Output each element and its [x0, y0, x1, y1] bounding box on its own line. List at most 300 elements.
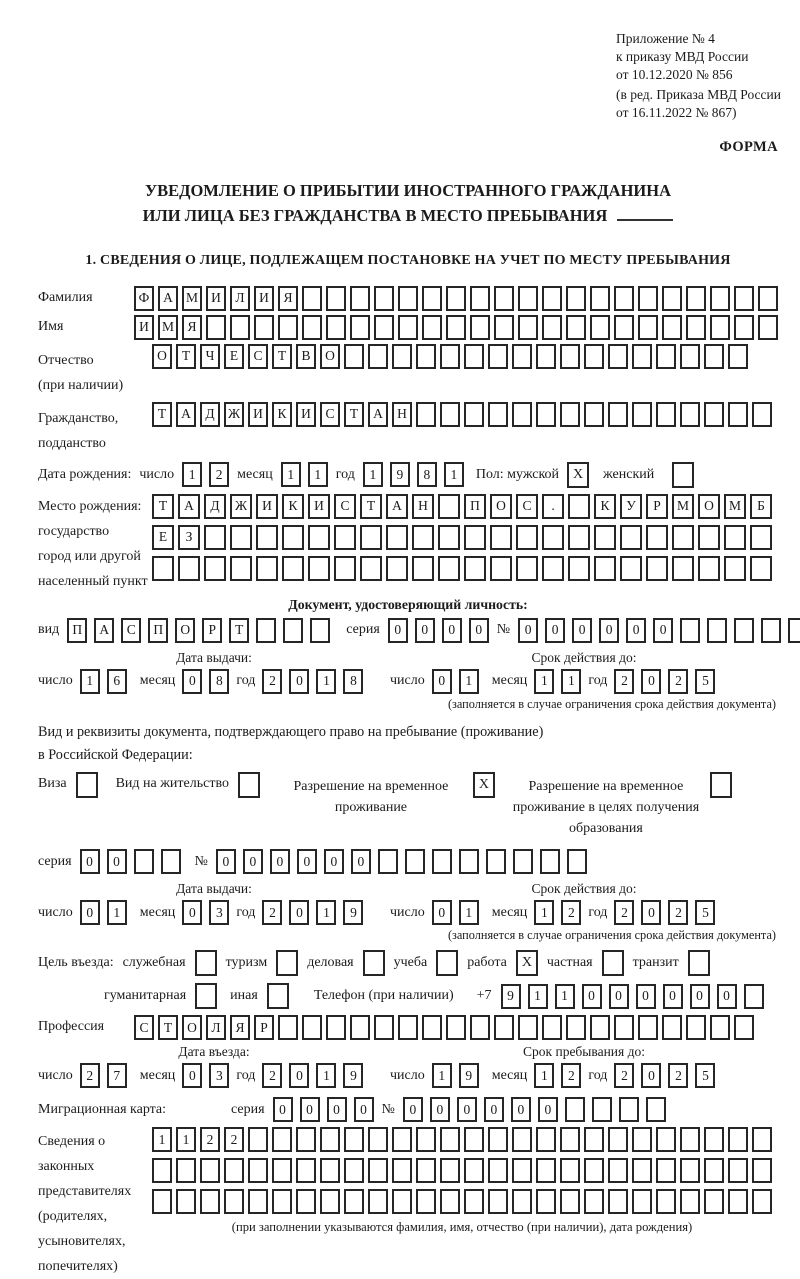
char-cell[interactable]	[360, 556, 382, 581]
char-cell[interactable]	[542, 525, 564, 550]
char-cell[interactable]	[566, 1015, 586, 1040]
char-cell[interactable]: 0	[297, 849, 317, 874]
char-cell[interactable]: 2	[561, 1063, 581, 1088]
char-cell[interactable]	[360, 525, 382, 550]
char-cell[interactable]	[368, 1127, 388, 1152]
char-cell[interactable]: 2	[614, 1063, 634, 1088]
char-cell[interactable]: 0	[518, 618, 538, 643]
char-cell[interactable]	[560, 402, 580, 427]
char-cell[interactable]: Т	[158, 1015, 178, 1040]
char-cell[interactable]: Ф	[134, 286, 154, 311]
char-cell[interactable]	[704, 344, 724, 369]
char-cell[interactable]: 2	[224, 1127, 244, 1152]
char-cell[interactable]	[368, 344, 388, 369]
char-cell[interactable]: А	[368, 402, 388, 427]
char-cell[interactable]	[176, 1158, 196, 1183]
char-cell[interactable]: 0	[663, 984, 683, 1009]
char-cell[interactable]	[488, 1127, 508, 1152]
char-cell[interactable]	[278, 315, 298, 340]
char-cell[interactable]	[344, 1189, 364, 1214]
char-cell[interactable]	[686, 315, 706, 340]
char-cell[interactable]	[758, 286, 778, 311]
char-cell[interactable]	[200, 1158, 220, 1183]
char-cell[interactable]	[516, 556, 538, 581]
char-cell[interactable]	[368, 1189, 388, 1214]
char-cell[interactable]: 1	[316, 900, 336, 925]
char-cell[interactable]	[230, 315, 250, 340]
char-cell[interactable]: 2	[668, 900, 688, 925]
char-cell[interactable]	[568, 525, 590, 550]
char-cell[interactable]	[488, 1158, 508, 1183]
char-cell[interactable]	[710, 286, 730, 311]
char-cell[interactable]	[728, 1189, 748, 1214]
char-cell[interactable]	[680, 1127, 700, 1152]
char-cell[interactable]: 0	[327, 1097, 347, 1122]
char-cell[interactable]	[272, 1189, 292, 1214]
char-cell[interactable]: 9	[343, 1063, 363, 1088]
char-cell[interactable]	[248, 1127, 268, 1152]
char-cell[interactable]	[536, 1158, 556, 1183]
char-cell[interactable]	[584, 344, 604, 369]
char-cell[interactable]	[152, 1158, 172, 1183]
char-cell[interactable]	[752, 402, 772, 427]
char-cell[interactable]	[488, 1189, 508, 1214]
char-cell[interactable]: 2	[561, 900, 581, 925]
char-cell[interactable]: С	[121, 618, 141, 643]
char-cell[interactable]	[608, 1127, 628, 1152]
char-cell[interactable]	[368, 1158, 388, 1183]
char-cell[interactable]: Д	[200, 402, 220, 427]
char-cell[interactable]	[656, 1127, 676, 1152]
char-cell[interactable]	[224, 1189, 244, 1214]
option-visa-checkbox[interactable]	[76, 772, 98, 798]
char-cell[interactable]: 0	[80, 900, 100, 925]
char-cell[interactable]	[638, 315, 658, 340]
char-cell[interactable]: С	[248, 344, 268, 369]
char-cell[interactable]: 1	[281, 462, 301, 487]
char-cell[interactable]	[698, 525, 720, 550]
char-cell[interactable]: 8	[209, 669, 229, 694]
char-cell[interactable]	[536, 402, 556, 427]
purpose-humanitarian-checkbox[interactable]	[195, 983, 217, 1009]
option-residence-permit-checkbox[interactable]	[238, 772, 260, 798]
char-cell[interactable]: 2	[668, 669, 688, 694]
purpose-official-checkbox[interactable]	[195, 950, 217, 976]
char-cell[interactable]	[374, 286, 394, 311]
char-cell[interactable]: 1	[107, 900, 127, 925]
char-cell[interactable]	[758, 315, 778, 340]
char-cell[interactable]	[490, 525, 512, 550]
char-cell[interactable]: 5	[695, 1063, 715, 1088]
char-cell[interactable]	[590, 1015, 610, 1040]
char-cell[interactable]	[734, 286, 754, 311]
char-cell[interactable]	[416, 1127, 436, 1152]
char-cell[interactable]: 0	[690, 984, 710, 1009]
char-cell[interactable]: А	[178, 494, 200, 519]
char-cell[interactable]	[464, 1189, 484, 1214]
char-cell[interactable]	[566, 286, 586, 311]
char-cell[interactable]: О	[175, 618, 195, 643]
char-cell[interactable]	[724, 556, 746, 581]
char-cell[interactable]: 2	[614, 669, 634, 694]
char-cell[interactable]	[224, 1158, 244, 1183]
char-cell[interactable]	[536, 344, 556, 369]
char-cell[interactable]	[752, 1158, 772, 1183]
char-cell[interactable]: 0	[457, 1097, 477, 1122]
char-cell[interactable]	[704, 1158, 724, 1183]
char-cell[interactable]	[565, 1097, 585, 1122]
char-cell[interactable]	[459, 849, 479, 874]
char-cell[interactable]: О	[182, 1015, 202, 1040]
char-cell[interactable]	[152, 556, 174, 581]
char-cell[interactable]	[512, 402, 532, 427]
char-cell[interactable]	[386, 525, 408, 550]
char-cell[interactable]	[464, 525, 486, 550]
char-cell[interactable]	[608, 1189, 628, 1214]
char-cell[interactable]	[646, 525, 668, 550]
sex-female-checkbox[interactable]	[672, 462, 694, 488]
char-cell[interactable]	[248, 1189, 268, 1214]
char-cell[interactable]: 0	[626, 618, 646, 643]
char-cell[interactable]	[416, 1158, 436, 1183]
char-cell[interactable]: 1	[152, 1127, 172, 1152]
char-cell[interactable]	[584, 1127, 604, 1152]
char-cell[interactable]	[560, 344, 580, 369]
char-cell[interactable]: 1	[534, 900, 554, 925]
char-cell[interactable]: Ч	[200, 344, 220, 369]
char-cell[interactable]: 0	[415, 618, 435, 643]
char-cell[interactable]: Н	[392, 402, 412, 427]
char-cell[interactable]: И	[256, 494, 278, 519]
char-cell[interactable]	[632, 1189, 652, 1214]
char-cell[interactable]	[542, 315, 562, 340]
char-cell[interactable]	[272, 1127, 292, 1152]
char-cell[interactable]	[752, 1127, 772, 1152]
char-cell[interactable]	[620, 556, 642, 581]
char-cell[interactable]	[680, 1158, 700, 1183]
char-cell[interactable]	[440, 1127, 460, 1152]
char-cell[interactable]: Р	[646, 494, 668, 519]
char-cell[interactable]	[646, 1097, 666, 1122]
char-cell[interactable]: О	[490, 494, 512, 519]
char-cell[interactable]	[350, 286, 370, 311]
char-cell[interactable]	[344, 1158, 364, 1183]
char-cell[interactable]	[282, 556, 304, 581]
char-cell[interactable]	[516, 525, 538, 550]
char-cell[interactable]	[590, 286, 610, 311]
char-cell[interactable]	[310, 618, 330, 643]
char-cell[interactable]	[734, 618, 754, 643]
char-cell[interactable]	[494, 1015, 514, 1040]
char-cell[interactable]: 0	[430, 1097, 450, 1122]
char-cell[interactable]: 0	[545, 618, 565, 643]
char-cell[interactable]	[672, 525, 694, 550]
char-cell[interactable]: 3	[209, 1063, 229, 1088]
char-cell[interactable]	[542, 1015, 562, 1040]
char-cell[interactable]	[392, 1158, 412, 1183]
char-cell[interactable]: З	[178, 525, 200, 550]
char-cell[interactable]	[302, 286, 322, 311]
char-cell[interactable]	[398, 286, 418, 311]
char-cell[interactable]	[734, 315, 754, 340]
char-cell[interactable]	[536, 1127, 556, 1152]
char-cell[interactable]	[686, 286, 706, 311]
char-cell[interactable]	[272, 1158, 292, 1183]
char-cell[interactable]	[494, 315, 514, 340]
char-cell[interactable]	[206, 315, 226, 340]
char-cell[interactable]	[296, 1189, 316, 1214]
char-cell[interactable]: 2	[262, 900, 282, 925]
char-cell[interactable]: 5	[695, 900, 715, 925]
char-cell[interactable]	[542, 286, 562, 311]
char-cell[interactable]: Т	[176, 344, 196, 369]
char-cell[interactable]	[438, 556, 460, 581]
char-cell[interactable]	[486, 849, 506, 874]
char-cell[interactable]	[320, 1189, 340, 1214]
char-cell[interactable]: 0	[609, 984, 629, 1009]
char-cell[interactable]: 0	[538, 1097, 558, 1122]
char-cell[interactable]	[308, 556, 330, 581]
char-cell[interactable]	[728, 1158, 748, 1183]
char-cell[interactable]: 9	[390, 462, 410, 487]
char-cell[interactable]	[594, 525, 616, 550]
char-cell[interactable]: Т	[152, 402, 172, 427]
char-cell[interactable]: 1	[528, 984, 548, 1009]
char-cell[interactable]	[416, 1189, 436, 1214]
char-cell[interactable]	[672, 556, 694, 581]
char-cell[interactable]	[438, 494, 460, 519]
char-cell[interactable]	[614, 315, 634, 340]
char-cell[interactable]: Р	[254, 1015, 274, 1040]
char-cell[interactable]: 1	[80, 669, 100, 694]
char-cell[interactable]: 0	[717, 984, 737, 1009]
char-cell[interactable]: 9	[459, 1063, 479, 1088]
char-cell[interactable]	[464, 344, 484, 369]
char-cell[interactable]: С	[320, 402, 340, 427]
char-cell[interactable]: 0	[403, 1097, 423, 1122]
char-cell[interactable]	[518, 286, 538, 311]
char-cell[interactable]: А	[386, 494, 408, 519]
char-cell[interactable]: 2	[209, 462, 229, 487]
char-cell[interactable]: И	[296, 402, 316, 427]
char-cell[interactable]	[344, 344, 364, 369]
char-cell[interactable]: А	[176, 402, 196, 427]
char-cell[interactable]: П	[67, 618, 87, 643]
char-cell[interactable]	[656, 344, 676, 369]
char-cell[interactable]: 1	[182, 462, 202, 487]
char-cell[interactable]	[254, 315, 274, 340]
char-cell[interactable]	[584, 1158, 604, 1183]
char-cell[interactable]: М	[672, 494, 694, 519]
char-cell[interactable]	[416, 344, 436, 369]
char-cell[interactable]	[656, 1158, 676, 1183]
purpose-transit-checkbox[interactable]	[688, 950, 710, 976]
char-cell[interactable]: 0	[582, 984, 602, 1009]
purpose-study-checkbox[interactable]	[436, 950, 458, 976]
char-cell[interactable]	[432, 849, 452, 874]
char-cell[interactable]	[326, 286, 346, 311]
char-cell[interactable]: 0	[599, 618, 619, 643]
char-cell[interactable]	[422, 286, 442, 311]
char-cell[interactable]: У	[620, 494, 642, 519]
char-cell[interactable]	[326, 315, 346, 340]
char-cell[interactable]: 1	[459, 669, 479, 694]
char-cell[interactable]	[374, 1015, 394, 1040]
char-cell[interactable]: 0	[182, 669, 202, 694]
char-cell[interactable]: Я	[230, 1015, 250, 1040]
char-cell[interactable]	[490, 556, 512, 581]
char-cell[interactable]	[440, 402, 460, 427]
char-cell[interactable]	[350, 315, 370, 340]
char-cell[interactable]	[568, 556, 590, 581]
char-cell[interactable]	[438, 525, 460, 550]
char-cell[interactable]	[620, 525, 642, 550]
char-cell[interactable]	[446, 1015, 466, 1040]
char-cell[interactable]	[513, 849, 533, 874]
char-cell[interactable]: 3	[209, 900, 229, 925]
char-cell[interactable]: Т	[360, 494, 382, 519]
char-cell[interactable]	[632, 402, 652, 427]
char-cell[interactable]	[710, 315, 730, 340]
char-cell[interactable]: 5	[695, 669, 715, 694]
char-cell[interactable]	[488, 402, 508, 427]
char-cell[interactable]: 1	[561, 669, 581, 694]
char-cell[interactable]: 1	[308, 462, 328, 487]
char-cell[interactable]	[619, 1097, 639, 1122]
char-cell[interactable]	[134, 849, 154, 874]
char-cell[interactable]	[750, 556, 772, 581]
char-cell[interactable]	[278, 1015, 298, 1040]
char-cell[interactable]	[440, 1189, 460, 1214]
char-cell[interactable]	[710, 1015, 730, 1040]
char-cell[interactable]: С	[334, 494, 356, 519]
char-cell[interactable]: 2	[614, 900, 634, 925]
char-cell[interactable]	[392, 1127, 412, 1152]
char-cell[interactable]	[761, 618, 781, 643]
char-cell[interactable]: 0	[641, 1063, 661, 1088]
char-cell[interactable]: 0	[273, 1097, 293, 1122]
char-cell[interactable]	[724, 525, 746, 550]
char-cell[interactable]	[560, 1158, 580, 1183]
purpose-private-checkbox[interactable]	[602, 950, 624, 976]
char-cell[interactable]: И	[206, 286, 226, 311]
char-cell[interactable]	[178, 556, 200, 581]
char-cell[interactable]	[416, 402, 436, 427]
char-cell[interactable]	[283, 618, 303, 643]
char-cell[interactable]: П	[148, 618, 168, 643]
char-cell[interactable]	[161, 849, 181, 874]
char-cell[interactable]	[750, 525, 772, 550]
char-cell[interactable]: 0	[511, 1097, 531, 1122]
char-cell[interactable]: И	[308, 494, 330, 519]
char-cell[interactable]: 0	[641, 900, 661, 925]
char-cell[interactable]: 0	[653, 618, 673, 643]
char-cell[interactable]	[488, 344, 508, 369]
char-cell[interactable]	[698, 556, 720, 581]
char-cell[interactable]: 1	[363, 462, 383, 487]
purpose-other-checkbox[interactable]	[267, 983, 289, 1009]
char-cell[interactable]	[256, 556, 278, 581]
char-cell[interactable]	[590, 315, 610, 340]
char-cell[interactable]	[788, 618, 800, 643]
char-cell[interactable]	[638, 286, 658, 311]
char-cell[interactable]: 2	[668, 1063, 688, 1088]
char-cell[interactable]	[230, 556, 252, 581]
char-cell[interactable]: 2	[80, 1063, 100, 1088]
char-cell[interactable]: 0	[469, 618, 489, 643]
char-cell[interactable]	[374, 315, 394, 340]
char-cell[interactable]	[320, 1127, 340, 1152]
char-cell[interactable]: 6	[107, 669, 127, 694]
char-cell[interactable]: 1	[432, 1063, 452, 1088]
char-cell[interactable]: А	[158, 286, 178, 311]
char-cell[interactable]: Т	[272, 344, 292, 369]
char-cell[interactable]	[638, 1015, 658, 1040]
char-cell[interactable]: Ж	[224, 402, 244, 427]
char-cell[interactable]	[594, 556, 616, 581]
char-cell[interactable]: 0	[442, 618, 462, 643]
char-cell[interactable]	[566, 315, 586, 340]
char-cell[interactable]: Ж	[230, 494, 252, 519]
char-cell[interactable]	[704, 1189, 724, 1214]
char-cell[interactable]	[632, 1127, 652, 1152]
char-cell[interactable]: Н	[412, 494, 434, 519]
char-cell[interactable]	[470, 286, 490, 311]
char-cell[interactable]	[282, 525, 304, 550]
char-cell[interactable]: 1	[176, 1127, 196, 1152]
char-cell[interactable]: 0	[289, 669, 309, 694]
purpose-business-checkbox[interactable]	[363, 950, 385, 976]
char-cell[interactable]	[378, 849, 398, 874]
char-cell[interactable]: 0	[636, 984, 656, 1009]
char-cell[interactable]: .	[542, 494, 564, 519]
char-cell[interactable]	[686, 1015, 706, 1040]
char-cell[interactable]	[680, 618, 700, 643]
char-cell[interactable]	[350, 1015, 370, 1040]
char-cell[interactable]	[680, 1189, 700, 1214]
char-cell[interactable]	[518, 1015, 538, 1040]
char-cell[interactable]: Д	[204, 494, 226, 519]
char-cell[interactable]: 1	[316, 669, 336, 694]
char-cell[interactable]: Я	[182, 315, 202, 340]
char-cell[interactable]	[632, 344, 652, 369]
char-cell[interactable]	[334, 556, 356, 581]
char-cell[interactable]	[560, 1189, 580, 1214]
char-cell[interactable]: 0	[216, 849, 236, 874]
char-cell[interactable]: 0	[80, 849, 100, 874]
char-cell[interactable]	[494, 286, 514, 311]
char-cell[interactable]: С	[516, 494, 538, 519]
char-cell[interactable]	[567, 849, 587, 874]
char-cell[interactable]	[568, 494, 590, 519]
option-temp-residence-checkbox[interactable]: X	[473, 772, 495, 798]
purpose-work-checkbox[interactable]: X	[516, 950, 538, 976]
char-cell[interactable]	[326, 1015, 346, 1040]
char-cell[interactable]	[392, 344, 412, 369]
char-cell[interactable]: 2	[262, 1063, 282, 1088]
char-cell[interactable]	[296, 1158, 316, 1183]
char-cell[interactable]: П	[464, 494, 486, 519]
char-cell[interactable]	[256, 618, 276, 643]
char-cell[interactable]: 0	[432, 669, 452, 694]
char-cell[interactable]	[728, 344, 748, 369]
char-cell[interactable]	[614, 1015, 634, 1040]
char-cell[interactable]	[296, 1127, 316, 1152]
char-cell[interactable]	[560, 1127, 580, 1152]
char-cell[interactable]: 0	[324, 849, 344, 874]
char-cell[interactable]: О	[152, 344, 172, 369]
char-cell[interactable]: 0	[354, 1097, 374, 1122]
